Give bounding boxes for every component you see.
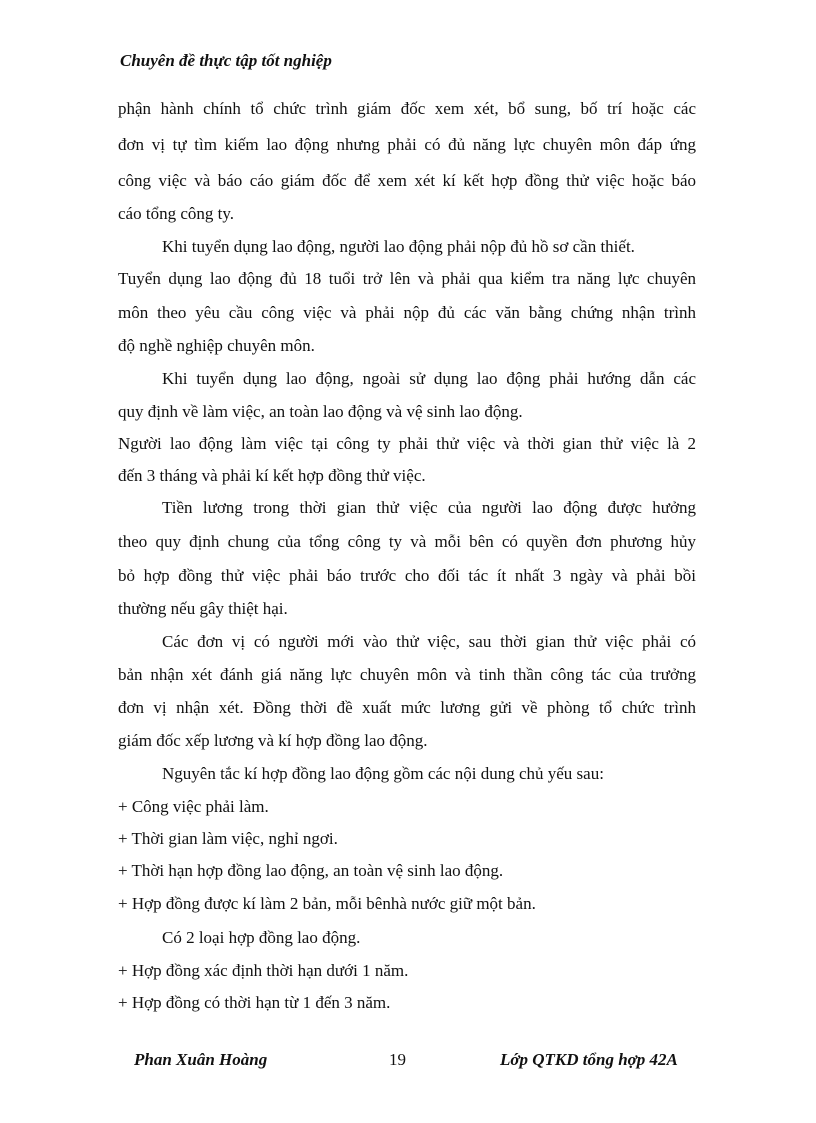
body-line: bỏ hợp đồng thử việc phải báo trước cho đối tác ít nhất 3 ngày và phải bồi bbox=[118, 566, 696, 585]
body-line: Khi tuyển dụng lao động, người lao động phải nộp đủ hồ sơ cần thiết. bbox=[162, 237, 635, 256]
body-line: Khi tuyển dụng lao động, ngoài sử dụng lao động phải hướng dẫn các bbox=[162, 369, 696, 388]
body-line: phận hành chính tổ chức trình giám đốc xem xét, bổ sung, bố trí hoặc các bbox=[118, 99, 696, 118]
list-item: + Công việc phải làm. bbox=[118, 797, 269, 816]
list-item: + Thời gian làm việc, nghỉ ngơi. bbox=[118, 829, 338, 848]
body-line: đến 3 tháng và phải kí kết hợp đồng thử việc. bbox=[118, 466, 426, 485]
footer-class-name: Lớp QTKD tổng hợp 42A bbox=[500, 1050, 678, 1069]
body-line: Tuyển dụng lao động đủ 18 tuổi trở lên và phải qua kiểm tra năng lực chuyên bbox=[118, 269, 696, 288]
page-header-title: Chuyên đề thực tập tốt nghiệp bbox=[120, 51, 332, 70]
footer-page-number: 19 bbox=[389, 1050, 406, 1069]
body-line: quy định về làm việc, an toàn lao động và vệ sinh lao động. bbox=[118, 402, 523, 421]
body-line: Nguyên tắc kí hợp đồng lao động gồm các nội dung chủ yếu sau: bbox=[162, 764, 604, 783]
body-line: theo quy định chung của tổng công ty và mỗi bên có quyền đơn phương hủy bbox=[118, 532, 696, 551]
body-line: giám đốc xếp lương và kí hợp đồng lao động. bbox=[118, 731, 428, 750]
body-line: công việc và báo cáo giám đốc để xem xét kí kết hợp đồng thử việc hoặc báo bbox=[118, 171, 696, 190]
body-line: độ nghề nghiệp chuyên môn. bbox=[118, 336, 315, 355]
body-line: bản nhận xét đánh giá năng lực chuyên môn và tinh thần công tác của trưởng bbox=[118, 665, 696, 684]
list-item: + Hợp đồng có thời hạn từ 1 đến 3 năm. bbox=[118, 993, 391, 1012]
body-line: Có 2 loại hợp đồng lao động. bbox=[162, 928, 361, 947]
body-line: cáo tổng công ty. bbox=[118, 204, 234, 223]
body-line: thường nếu gây thiệt hại. bbox=[118, 599, 288, 618]
list-item: + Hợp đồng xác định thời hạn dưới 1 năm. bbox=[118, 961, 409, 980]
body-line: Tiền lương trong thời gian thử việc của người lao động được hưởng bbox=[162, 498, 696, 517]
body-line: môn theo yêu cầu công việc và phải nộp đủ các văn bằng chứng nhận trình bbox=[118, 303, 696, 322]
body-line: đơn vị nhận xét. Đồng thời đề xuất mức lương gửi về phòng tổ chức trình bbox=[118, 698, 696, 717]
list-item: + Hợp đồng được kí làm 2 bản, mỗi bênhà nước giữ một bản. bbox=[118, 894, 536, 913]
body-line: đơn vị tự tìm kiếm lao động nhưng phải có đủ năng lực chuyên môn đáp ứng bbox=[118, 135, 696, 154]
body-line: Người lao động làm việc tại công ty phải thử việc và thời gian thử việc là 2 bbox=[118, 434, 696, 453]
list-item: + Thời hạn hợp đồng lao động, an toàn vệ sinh lao động. bbox=[118, 861, 504, 880]
body-line: Các đơn vị có người mới vào thử việc, sau thời gian thử việc phải có bbox=[162, 632, 696, 651]
footer-author: Phan Xuân Hoàng bbox=[134, 1050, 268, 1069]
